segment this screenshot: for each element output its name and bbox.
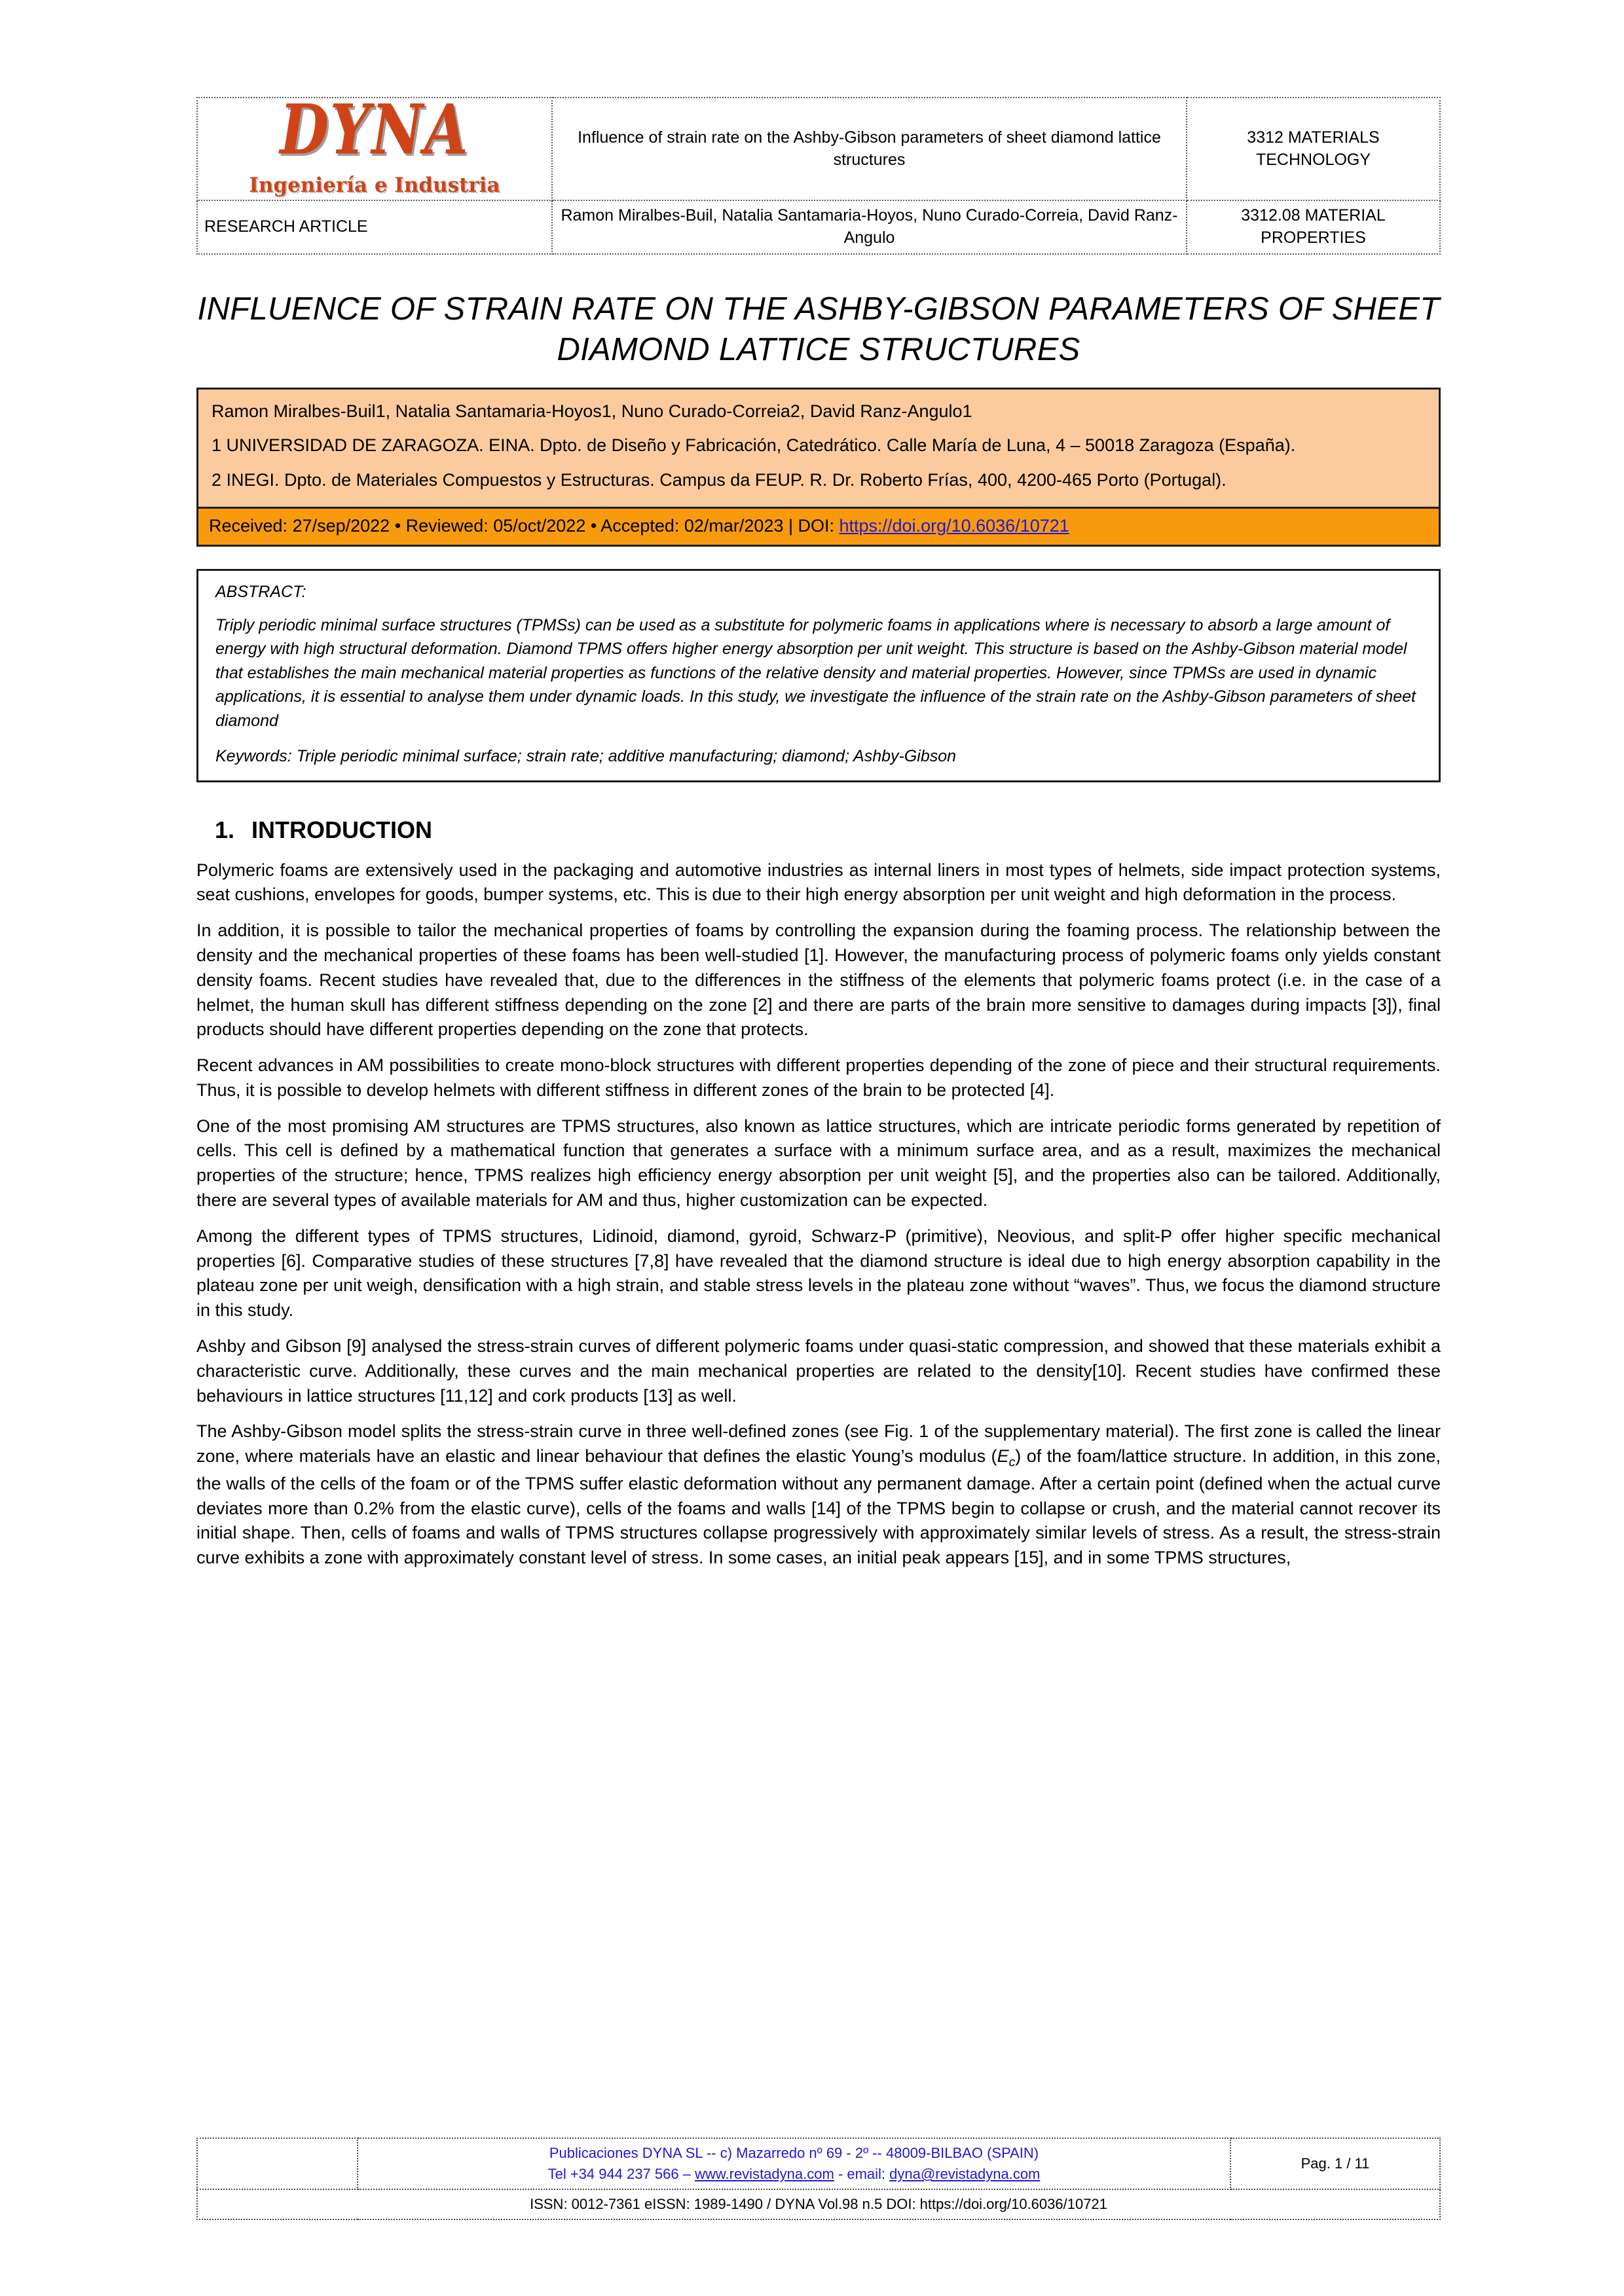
author-list: Ramon Miralbes-Buil1, Natalia Santamaria-Hoyos1, Nuno Curado-Correia2, David Ranz-Angulo1 <box>212 401 972 421</box>
affiliation-2: 2 INEGI. Dpto. de Materiales Compuestos y Estructuras. Campus da FEUP. R. Dr. Roberto Frías, 400, 4200-465 Porto (Portugal). <box>212 469 1227 490</box>
header-row-top <box>197 98 1440 200</box>
body-paragraph: In addition, it is possible to tailor the mechanical properties of foams by controlling the expansion during the foaming process. The relationship between the density and the mechanical properties of these foams has been well-studied [1]. However, the manufacturing process of polymeric foams only yields constant density foams. Recent studies have revealed that, due to the differences in the stiffness of the elements that polymeric foams protect (i.e. in the case of a helmet, the human skull has different stiffness depending on the zone [2] and there are parts of the brain more sensitive to damages during impacts [3]), final products should have different properties depending on the zone that protects. <box>196 920 1441 1040</box>
article-type-cell: RESEARCH ARTICLE <box>197 200 552 254</box>
body-paragraph: Among the different types of TPMS structures, Lidinoid, diamond, gyroid, Schwarz-P (primitive), Neovious, and split-P offer higher specific mechanical properties [6]. Comparative studies of these structures [7,8] have revealed that the diamond structure is ideal due to high energy absorption capability in the plateau zone per unit weigh, densification with a high strain, and stable stress levels in the plateau zone without “waves”. Thus, we focus the diamond structure in this study. <box>196 1226 1441 1321</box>
symbol-modulus: E <box>997 1446 1009 1467</box>
footer-publisher-cell <box>358 2138 1230 2189</box>
publisher-email-link[interactable]: dyna@revistadyna.com <box>889 2166 1041 2183</box>
symbol-modulus-subscript: c <box>1008 1455 1016 1470</box>
publisher-website-link[interactable]: www.revistadyna.com <box>695 2166 834 2183</box>
footer-blank-cell <box>197 2138 358 2189</box>
footer-table <box>196 2138 1441 2220</box>
submission-dates: Received: 27/sep/2022 • Reviewed: 05/oct/2022 • Accepted: 02/mar/2023 | DOI: <box>209 515 840 536</box>
dyna-logo-wordmark: DYNA <box>280 89 470 170</box>
last-paragraph-part2: ) of the foam/lattice structure. In addition, in this zone, the walls of the cells of the foam or of the TPMS suffer elastic deformation without any permanent damage. After a certain point (defined when the actual curve deviates more than 0.2% from the elastic curve), cells of the foams and walls [14] of the TPMS begin to collapse or crush, and the material cannot recover its initial shape. Then, cells of foams and walls of TPMS structures collapse progressively with approximately similar levels of stress. As a result, the stress-strain curve exhibits a zone with approximately constant level of stress. In some cases, an initial peak appears [15], and in some TPMS structures, <box>196 1446 1441 1568</box>
doi-link[interactable]: https://doi.org/10.6036/10721 <box>839 515 1069 536</box>
body-paragraph: Recent advances in AM possibilities to create mono-block structures with different properties depending of the zone of piece and their structural requirements. Thus, it is possible to develop helmets with different stiffness in different zones of the brain to be protected [4]. <box>196 1055 1441 1100</box>
section-title: INTRODUCTION <box>251 816 433 843</box>
running-authors-cell: Ramon Miralbes-Buil, Natalia Santamaria-Hoyos, Nuno Curado-Correia, David Ranz-Angulo <box>552 200 1187 254</box>
body-paragraph: Ashby and Gibson [9] analysed the stress-strain curves of different polymeric foams under quasi-static compression, and showed that these materials exhibit a characteristic curve. Additionally, these curves and the main mechanical properties are related to the density[10]. Recent studies have confirmed these behaviours in lattice structures [11,12] and cork products [13] as well. <box>196 1336 1441 1406</box>
publisher-email-label: - email: <box>834 2166 890 2183</box>
footer-issn-cell: ISSN: 0012-7361 eISSN: 1989-1490 / DYNA Vol.98 n.5 DOI: https://doi.org/10.6036/10721 <box>197 2189 1440 2219</box>
dyna-logo-tagline: Ingeniería e Industria <box>249 173 500 197</box>
author-affiliation-box <box>196 388 1441 507</box>
abstract-label: ABSTRACT: <box>215 583 306 602</box>
body-paragraph-last <box>196 1419 1441 1571</box>
section-number: 1. <box>215 816 235 843</box>
header-row-bottom <box>197 200 1440 254</box>
body-paragraph: One of the most promising AM structures are TPMS structures, also known as lattice structures, which are intricate periodic forms generated by repetition of cells. This cell is defined by a mathematical function that generates a surface with a minimum surface area, and as a result, maximizes the mechanical properties of the structure; hence, TPMS realizes high efficiency energy absorption per unit weight [5], and the properties also can be tailored. Additionally, there are several types of available materials for AM and thus, higher customization can be expected. <box>196 1116 1441 1211</box>
section-heading-introduction <box>196 816 1441 844</box>
abstract-keywords: Keywords: Triple periodic minimal surface; strain rate; additive manufacturing; diamond; Ashby-Gibson <box>215 747 957 766</box>
body-paragraph: Polymeric foams are extensively used in the packaging and automotive industries as internal liners in most types of helmets, side impact protection systems, seat cushions, envelopes for goods, bumper systems, etc. This is due to their high energy absorption per unit weight and high deformation in the process. <box>196 860 1441 905</box>
unesco-category-cell: 3312 MATERIALS TECHNOLOGY <box>1187 98 1440 200</box>
dyna-logo <box>204 89 545 197</box>
footer-page-number: Pag. 1 / 11 <box>1230 2138 1440 2189</box>
affiliation-1: 1 UNIVERSIDAD DE ZARAGOZA. EINA. Dpto. de Diseño y Fabricación, Catedrático. Calle María de Luna, 4 – 50018 Zaragoza (España). <box>212 435 1296 456</box>
unesco-subcategory-cell: 3312.08 MATERIAL PROPERTIES <box>1187 200 1440 254</box>
journal-header-table <box>196 89 1441 255</box>
abstract-box <box>196 569 1441 782</box>
page-footer <box>196 2138 1441 2220</box>
publisher-contact <box>361 2164 1227 2185</box>
journal-logo-cell <box>197 89 552 200</box>
publisher-tel: Tel +34 944 237 566 – <box>547 2166 695 2183</box>
page-title: INFLUENCE OF STRAIN RATE ON THE ASHBY-GIBSON PARAMETERS OF SHEET DIAMOND LATTICE STRUCTURES <box>197 291 1440 368</box>
last-paragraph-part1: The Ashby-Gibson model splits the stress-strain curve in three well-defined zones (see Fig. 1 of the supplementary material). The first zone is called the linear zone, where materials have an elastic and linear behaviour that defines the elastic Young’s modulus ( <box>196 1421 1441 1467</box>
footer-row-issn <box>197 2189 1440 2219</box>
abstract-text: Triply periodic minimal surface structures (TPMSs) can be used as a substitute for polymeric foams in applications where is necessary to absorb a large amount of energy with high structural deformation. Diamond TPMS offers higher energy absorption per unit weight. This structure is based on the Ashby-Gibson material model that establishes the main mechanical material properties as functions of the relative density and material properties. However, since TPMSs are used in dynamic applications, it is essential to analyse them under dynamic loads. In this study, we investigate the influence of the strain rate on the Ashby-Gibson parameters of sheet diamond <box>215 615 1416 730</box>
footer-row-publisher <box>197 2138 1440 2189</box>
dates-doi-bar <box>196 507 1441 547</box>
publisher-address: Publicaciones DYNA SL -- c) Mazarredo nº 69 - 2º -- 48009-BILBAO (SPAIN) <box>549 2145 1039 2162</box>
running-title-cell: Influence of strain rate on the Ashby-Gibson parameters of sheet diamond lattice structures <box>552 98 1187 200</box>
